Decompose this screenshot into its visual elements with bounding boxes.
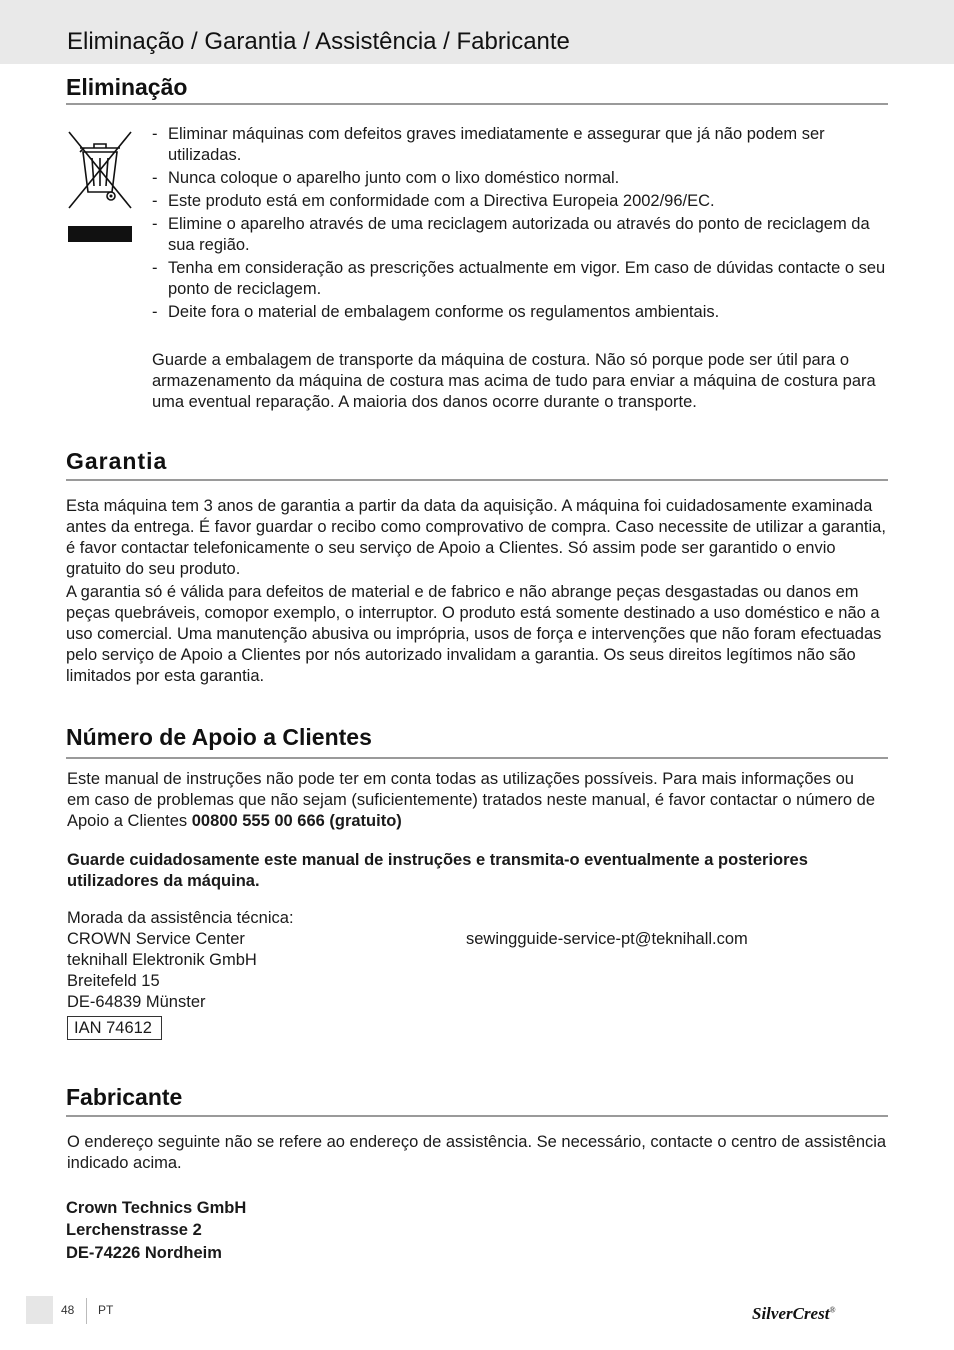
- registered-mark: ®: [829, 1305, 836, 1315]
- service-email: sewingguide-service-pt@teknihall.com: [466, 930, 748, 948]
- list-item: - Nunca coloque o aparelho junto com o lixo doméstico normal.: [152, 168, 892, 189]
- footer-divider: [86, 1298, 87, 1324]
- keep-manual-notice: Guarde cuidadosamente este manual de instruções e transmita-o eventualmente a posteriores utilizadores da máquina.: [67, 851, 808, 890]
- section-title-eliminacao: Eliminação: [66, 74, 188, 100]
- support-phone-number: 00800 555 00 666 (gratuito): [191, 812, 402, 830]
- footer-marker: [26, 1296, 53, 1324]
- support-paragraph: [67, 769, 877, 832]
- warranty-paragraph-1: Esta máquina tem 3 anos de garantia a partir da data da aquisição. A máquina foi cuidadosamente examinada antes da entrega. É favor guardar o recibo como comprovativo de compra. Caso necessite de utilizar a garantia, é favor contactar telefonicamente o seu serviço de Apoio a Clientes. Só assim pode ser garantido o envio gratuito do seu produto.: [66, 497, 886, 578]
- manufacturer-address-line: DE-74226 Nordheim: [66, 1244, 222, 1262]
- service-address-line: CROWN Service Center: [67, 930, 245, 948]
- packaging-paragraph: Guarde a embalagem de transporte da máquina de costura. Não só porque pode ser útil para o armazenamento da máquina de costura mas acima de tudo para enviar a máquina de costura para uma eventual reparação. A maioria dos danos ocorre durante o transporte.: [152, 351, 876, 411]
- list-item: - Tenha em consideração as prescrições actualmente em vigor. Em caso de dúvidas contacte o seu ponto de reciclagem.: [152, 258, 892, 300]
- manufacturer-address-line: Crown Technics GmbH: [66, 1199, 247, 1217]
- ian-number-box: IAN 74612: [67, 1016, 162, 1040]
- section-title-fabricante: Fabricante: [66, 1084, 183, 1110]
- manufacturer-address-line: Lerchenstrasse 2: [66, 1221, 202, 1239]
- list-item: - Deite fora o material de embalagem conforme os regulamentos ambientais.: [152, 302, 892, 323]
- section-rule: [66, 1115, 888, 1117]
- list-item: - Eliminar máquinas com defeitos graves imediatamente e assegurar que já não podem ser utilizadas.: [152, 124, 892, 166]
- section-title-garantia: Garantia: [66, 448, 168, 474]
- list-item: - Este produto está em conformidade com a Directiva Europeia 2002/96/EC.: [152, 191, 892, 212]
- service-address-line: DE-64839 Münster: [67, 993, 206, 1011]
- brand-name: SilverCrest: [752, 1304, 830, 1323]
- support-paragraph-text: Este manual de instruções não pode ter em conta todas as utilizações possíveis. Para mais informações ou em caso de problemas que não sejam (suficientemente) tratados neste manual, é favor contactar o número de Apoio a Clientes: [67, 770, 876, 830]
- section-rule: [66, 757, 888, 759]
- page-header-title: Eliminação / Garantia / Assistência / Fabricante: [67, 28, 570, 55]
- disposal-list: [152, 124, 892, 325]
- manufacturer-paragraph: O endereço seguinte não se refere ao endereço de assistência. Se necessário, contacte o centro de assistência indicado acima.: [67, 1133, 887, 1172]
- page-number: 48: [61, 1303, 75, 1317]
- list-item: - Elimine o aparelho através de uma reciclagem autorizada ou através do ponto de reciclagem da sua região.: [152, 214, 892, 256]
- service-address-line: Breitefeld 15: [67, 972, 160, 990]
- service-address-line: teknihall Elektronik GmbH: [67, 951, 257, 969]
- brand-logo: [752, 1304, 836, 1324]
- language-code: PT: [98, 1303, 114, 1317]
- section-title-apoio: Número de Apoio a Clientes: [66, 724, 372, 750]
- crossed-out-wheelie-bin-icon: [66, 128, 134, 244]
- warranty-paragraph-2: A garantia só é válida para defeitos de material e de fabrico e não abrange peças desgastadas ou danos em peças quebráveis, comopor exemplo, o interruptor. O produto está somente destinado a uso doméstico e não a uso comercial. Uma manutenção abusiva ou imprópria, usos de força e intervenções que não foram efectuadas pelo serviço de Apoio a Clientes por nós autorizado invalidam a garantia. Os seus direitos legítimos não são limitados por esta garantia.: [66, 583, 882, 685]
- service-address-label: Morada da assistência técnica:: [67, 909, 294, 927]
- section-rule: [66, 479, 888, 481]
- section-rule: [66, 103, 888, 105]
